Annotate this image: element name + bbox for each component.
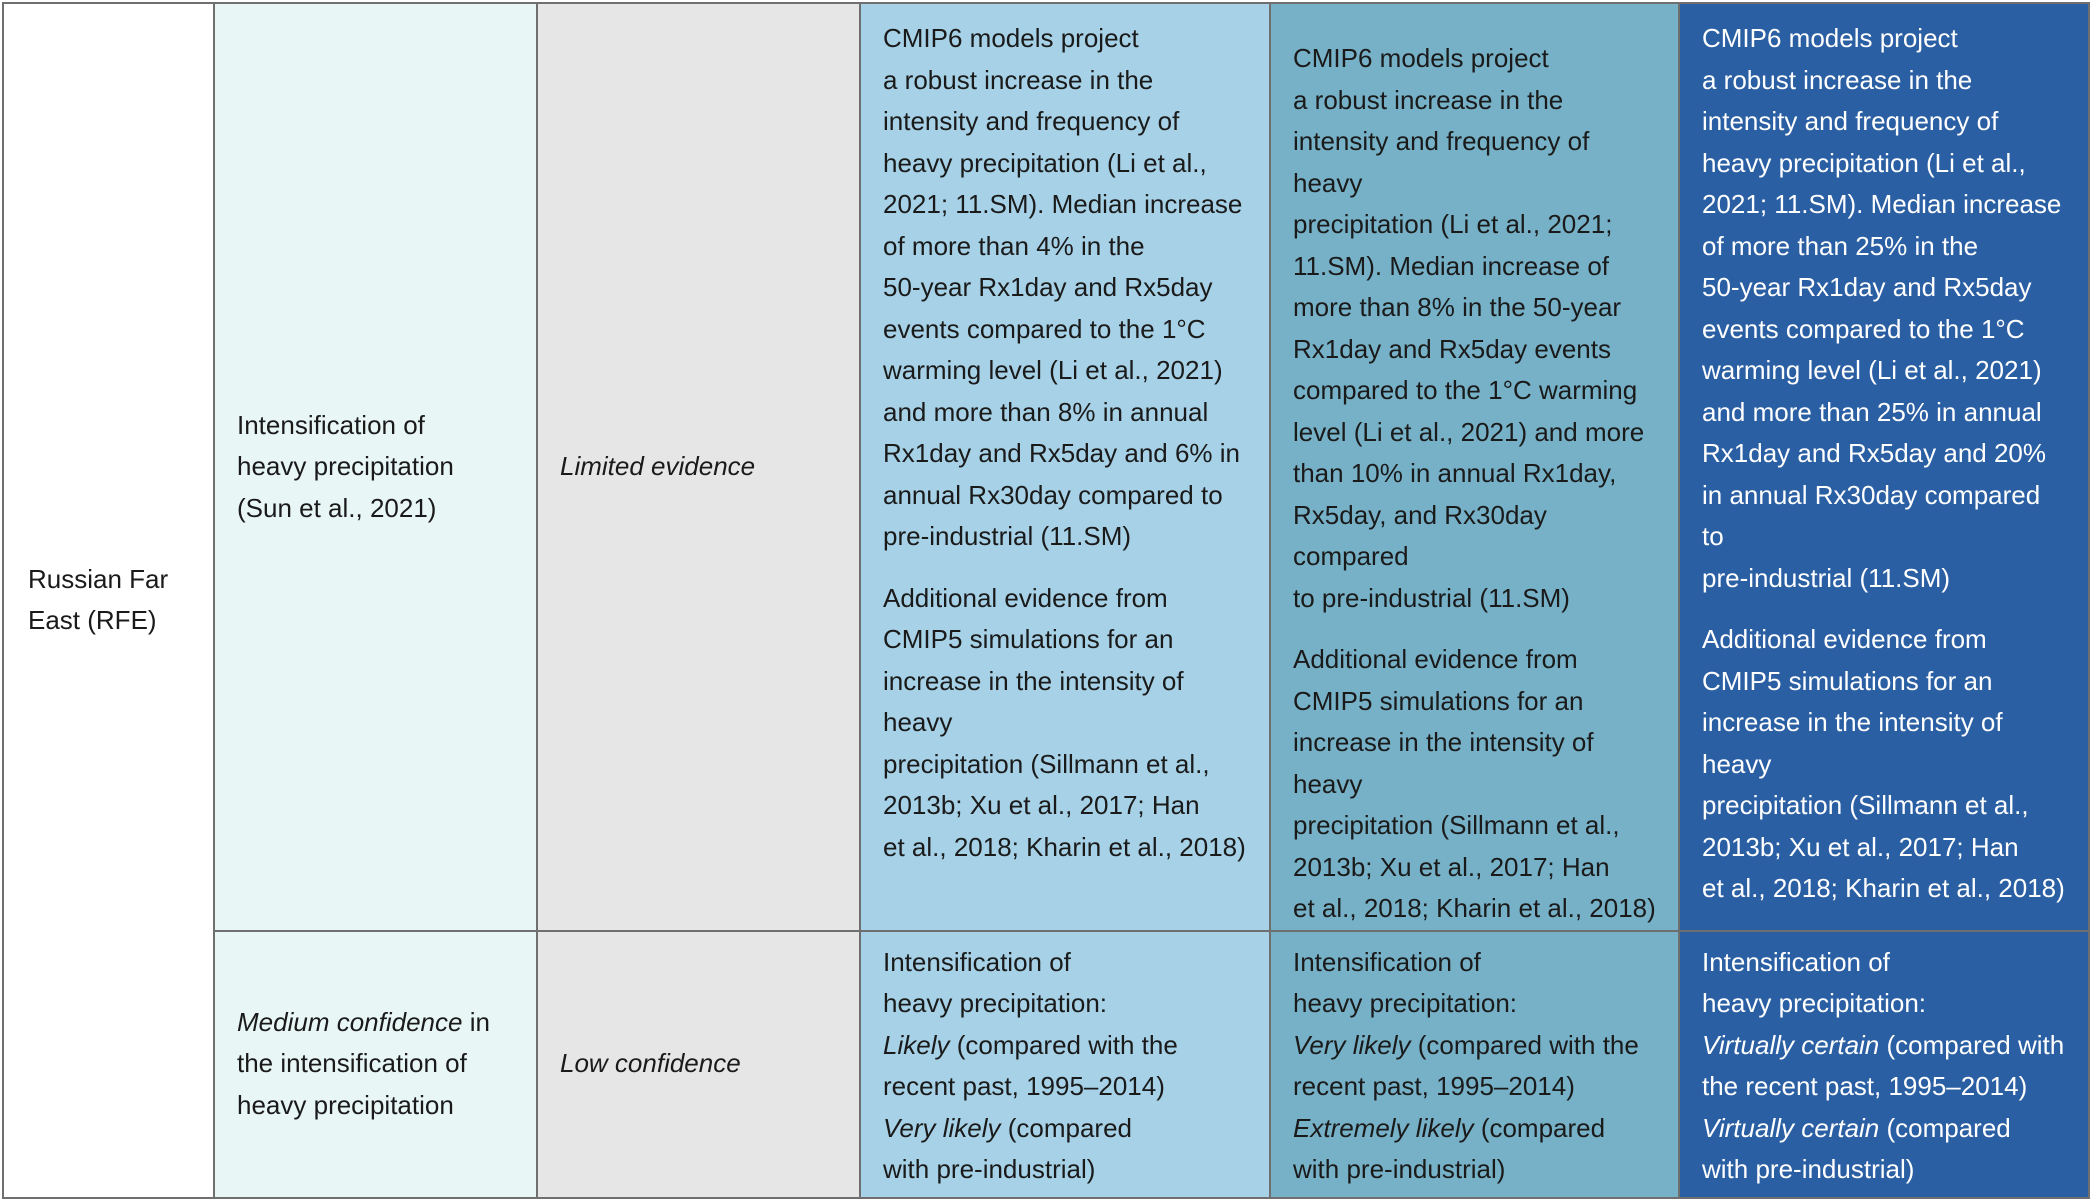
projection-cell-1 — [860, 3, 1270, 931]
projection-paragraph: Additional evidence from CMIP5 simulations for an increase in the intensity of heavy precipitation (Sillmann et al., 2013b; Xu et al., 2017; Han et al., 2018; Kharin et al., 2018) — [1293, 644, 1656, 923]
likelihood-term: Very likely — [1293, 1029, 1411, 1060]
region-cell — [3, 3, 214, 1198]
projection-likelihood-text: Intensification of heavy precipitation: Virtually certain (compared with the recent past, 1995–2014) Virtually certain (compared with pre-industrial) — [1702, 946, 2065, 1184]
table-row — [3, 931, 2089, 1198]
attribution-cell — [537, 931, 860, 1198]
projection-cell-2 — [1270, 3, 1679, 931]
confidence-term: Medium confidence — [237, 1006, 463, 1037]
attribution-cell — [537, 3, 860, 931]
projection-cell-2 — [1270, 931, 1679, 1198]
attribution-text: Low confidence — [560, 1048, 741, 1079]
likelihood-term: Likely — [883, 1029, 950, 1060]
table-row — [3, 3, 2089, 931]
projection-paragraph: Additional evidence from CMIP5 simulations for an increase in the intensity of heavy precipitation (Sillmann et al., 2013b; Xu et al., 2017; Han et al., 2018; Kharin et al., 2018) — [1702, 624, 2065, 903]
observed-trend-text: Medium confidence in the intensification of heavy precipitation — [237, 1006, 490, 1120]
projection-paragraph: CMIP6 models project a robust increase in the intensity and frequency of heavy precipitation (Li et al., 2021; 11.SM). Median increase of more than 4% in the 50-year Rx1day and Rx5day events compared to the 1°C warming level (Li et al., 2021) and more than 8% in annual Rx1day and Rx5day and 6% in annual Rx30day compared to pre-industrial (11.SM) — [883, 23, 1243, 551]
projection-paragraph: CMIP6 models project a robust increase in the intensity and frequency of heavy precipitation (Li et al., 2021; 11.SM). Median increase of more than 25% in the 50-year Rx1day and Rx5day events compared to the 1°C warming level (Li et al., 2021) and more than 25% in annual Rx1day and Rx5day and 20% in annual Rx30day compared to pre-industrial (11.SM) — [1702, 23, 2062, 593]
projection-cell-3 — [1679, 931, 2089, 1198]
regional-assessment-table — [2, 2, 2090, 1199]
projection-cell-3 — [1679, 3, 2089, 931]
attribution-text: Limited evidence — [560, 451, 756, 481]
projection-cell-1 — [860, 931, 1270, 1198]
region-name: Russian Far East (RFE) — [28, 563, 169, 636]
projection-paragraph: CMIP6 models project a robust increase in the intensity and frequency of heavy precipitation (Li et al., 2021; 11.SM). Median increase of more than 8% in the 50-year Rx1day and Rx5day events compared to the 1°C warming level (Li et al., 2021) and more than 10% in annual Rx1day, Rx5day, and Rx30day compared to pre-industrial (11.SM) — [1293, 43, 1645, 613]
likelihood-term: Virtually certain — [1702, 1112, 1880, 1143]
observed-trend-cell — [214, 3, 537, 931]
likelihood-term: Virtually certain — [1702, 1029, 1880, 1060]
observed-trend-text: Intensification of heavy precipitation (Sun et al., 2021) — [237, 409, 454, 523]
likelihood-term: Extremely likely — [1293, 1112, 1474, 1143]
likelihood-term: Very likely — [883, 1112, 1001, 1143]
projection-likelihood-text: Intensification of heavy precipitation: Likely (compared with the recent past, 1995–2014) Very likely (compared with pre-industrial) — [883, 946, 1178, 1184]
projection-paragraph: Additional evidence from CMIP5 simulations for an increase in the intensity of heavy precipitation (Sillmann et al., 2013b; Xu et al., 2017; Han et al., 2018; Kharin et al., 2018) — [883, 582, 1246, 862]
projection-likelihood-text: Intensification of heavy precipitation: Very likely (compared with the recent past, 1995–2014) Extremely likely (compared with pre-industrial) — [1293, 946, 1639, 1184]
observed-trend-cell — [214, 931, 537, 1198]
